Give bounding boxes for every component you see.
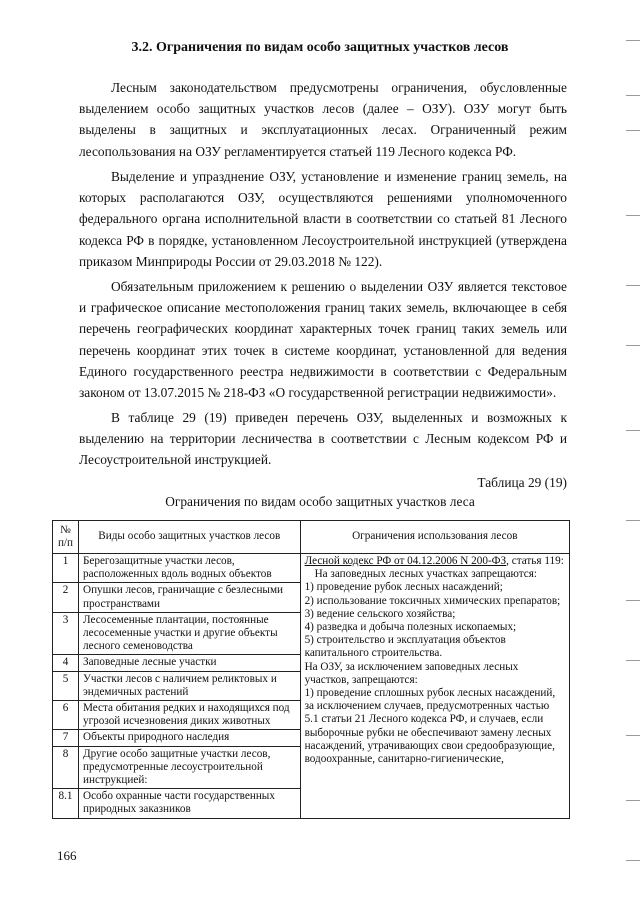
reserve-item: 5) строительство и эксплуатация объектов капитального строительства. [304, 634, 506, 660]
scan-margin-mark [626, 40, 640, 41]
paragraph-3: Обязательным приложением к решению о выделении ОЗУ является текстовое и графическое описание местоположения границ таких земель, включающее в себя перечень географических координат характерных точек границ таких земель или перечень координат этих точек в системе координат, установленной для ведения Единого государственного реестра недвижимости в соответствии с Федеральным законом от 13.07.2015 № 218-ФЗ «О государственной регистрации недвижимости». [79, 279, 567, 401]
reserve-item: 3) ведение сельского хозяйства; [304, 607, 456, 620]
reserve-item: 2) использование токсичных химических препаратов; [304, 594, 561, 607]
scan-margin-mark [626, 130, 640, 131]
header-type: Виды особо защитных участков лесов [78, 521, 300, 554]
scan-margin-mark [626, 660, 640, 661]
section-heading: 3.2. Ограничения по видам особо защитных участков лесов [131, 40, 509, 55]
table-label: Таблица 29 (19) [477, 475, 567, 490]
scan-margin-mark [626, 600, 640, 601]
row-type: Места обитания редких и находящихся под угрозой исчезновения диких животных [78, 701, 300, 730]
row-number: 8 [53, 746, 79, 789]
restrictions-cell [300, 554, 569, 819]
reserve-item: 1) проведение рубок лесных насаждений; [304, 581, 503, 594]
paragraph-4: В таблице 29 (19) приведен перечень ОЗУ, выделенных и возможных к выделению на территории лесничества в соответствии с Лесным кодексом РФ и Лесоустроительной инструкцией. [79, 410, 567, 468]
row-number: 8.1 [53, 789, 79, 818]
table-title: Ограничения по видам особо защитных участков леса [165, 494, 475, 509]
scan-margin-mark [626, 520, 640, 521]
table-header-row [53, 521, 570, 554]
scan-margin-mark [626, 95, 640, 96]
header-restrictions: Ограничения использования лесов [300, 521, 569, 554]
row-number: 5 [53, 671, 79, 700]
scan-margin-mark [626, 800, 640, 801]
row-type: Лесосеменные плантации, постоянные лесосеменные участки и другие объекты лесного семеноводства [78, 612, 300, 655]
row-number: 4 [53, 655, 79, 671]
scan-margin-mark [626, 215, 640, 216]
paragraph-2: Выделение и упразднение ОЗУ, установление и изменение границ земель, на которых располагаются ОЗУ, осуществляются решениями уполномоченного федерального органа исполнительной власти в соответствии со статьей 81 Лесного кодекса РФ в порядке, установленном Лесоустроительной инструкцией (утверждена приказом Минприроды России от 29.03.2018 № 122). [79, 169, 567, 269]
scan-margin-mark [626, 860, 640, 861]
scan-margin-mark [626, 430, 640, 431]
restrictions-table [52, 520, 570, 819]
reserve-intro: На заповедных лесных участках запрещаются: [314, 568, 538, 581]
table-row [53, 554, 570, 583]
scan-margin-mark [626, 345, 640, 346]
row-number: 1 [53, 554, 79, 583]
row-type: Другие особо защитные участки лесов, предусмотренные лесоустроительной инструкцией: [78, 746, 300, 789]
row-type: Заповедные лесные участки [78, 655, 300, 671]
row-number: 2 [53, 583, 79, 612]
row-type: Особо охранные части государственных природных заказников [78, 789, 300, 818]
ozu-item: 1) проведение сплошных рубок лесных насаждений, за исключением случаев, предусмотренных частью 5.1 статьи 21 Лесного кодекса РФ, и случаев, если выборочные рубки не обеспечивают замену лесных насаждений, утрачивающих свои средообразующие, водоохранные, санитарно-гигиенические, [304, 687, 556, 766]
page-number: 166 [57, 848, 77, 863]
header-number: № п/п [53, 521, 79, 554]
row-number: 7 [53, 730, 79, 746]
row-type: Объекты природного наследия [78, 730, 300, 746]
reserve-item: 4) разведка и добыча полезных ископаемых; [304, 621, 517, 634]
row-type: Берегозащитные участки лесов, расположенных вдоль водных объектов [78, 554, 300, 583]
scan-margin-mark [626, 285, 640, 286]
row-type: Опушки лесов, граничащие с безлесными пространствами [78, 583, 300, 612]
row-type: Участки лесов с наличием реликтовых и эндемичных растений [78, 671, 300, 700]
law-tail: , статья 119: [506, 555, 564, 567]
row-number: 3 [53, 612, 79, 655]
ozu-intro: На ОЗУ, за исключением заповедных лесных участков, запрещаются: [304, 660, 519, 686]
law-link[interactable]: Лесной кодекс РФ от 04.12.2006 N 200-ФЗ [304, 555, 507, 567]
row-number: 6 [53, 701, 79, 730]
paragraph-1: Лесным законодательством предусмотрены ограничения, обусловленные выделением особо защитных участков лесов (далее – ОЗУ). ОЗУ могут быть выделены в защитных и эксплуатационных лесах. Ограниченный режим лесопользования на ОЗУ регламентируется статьей 119 Лесного кодекса РФ. [79, 80, 567, 159]
scan-margin-mark [626, 735, 640, 736]
